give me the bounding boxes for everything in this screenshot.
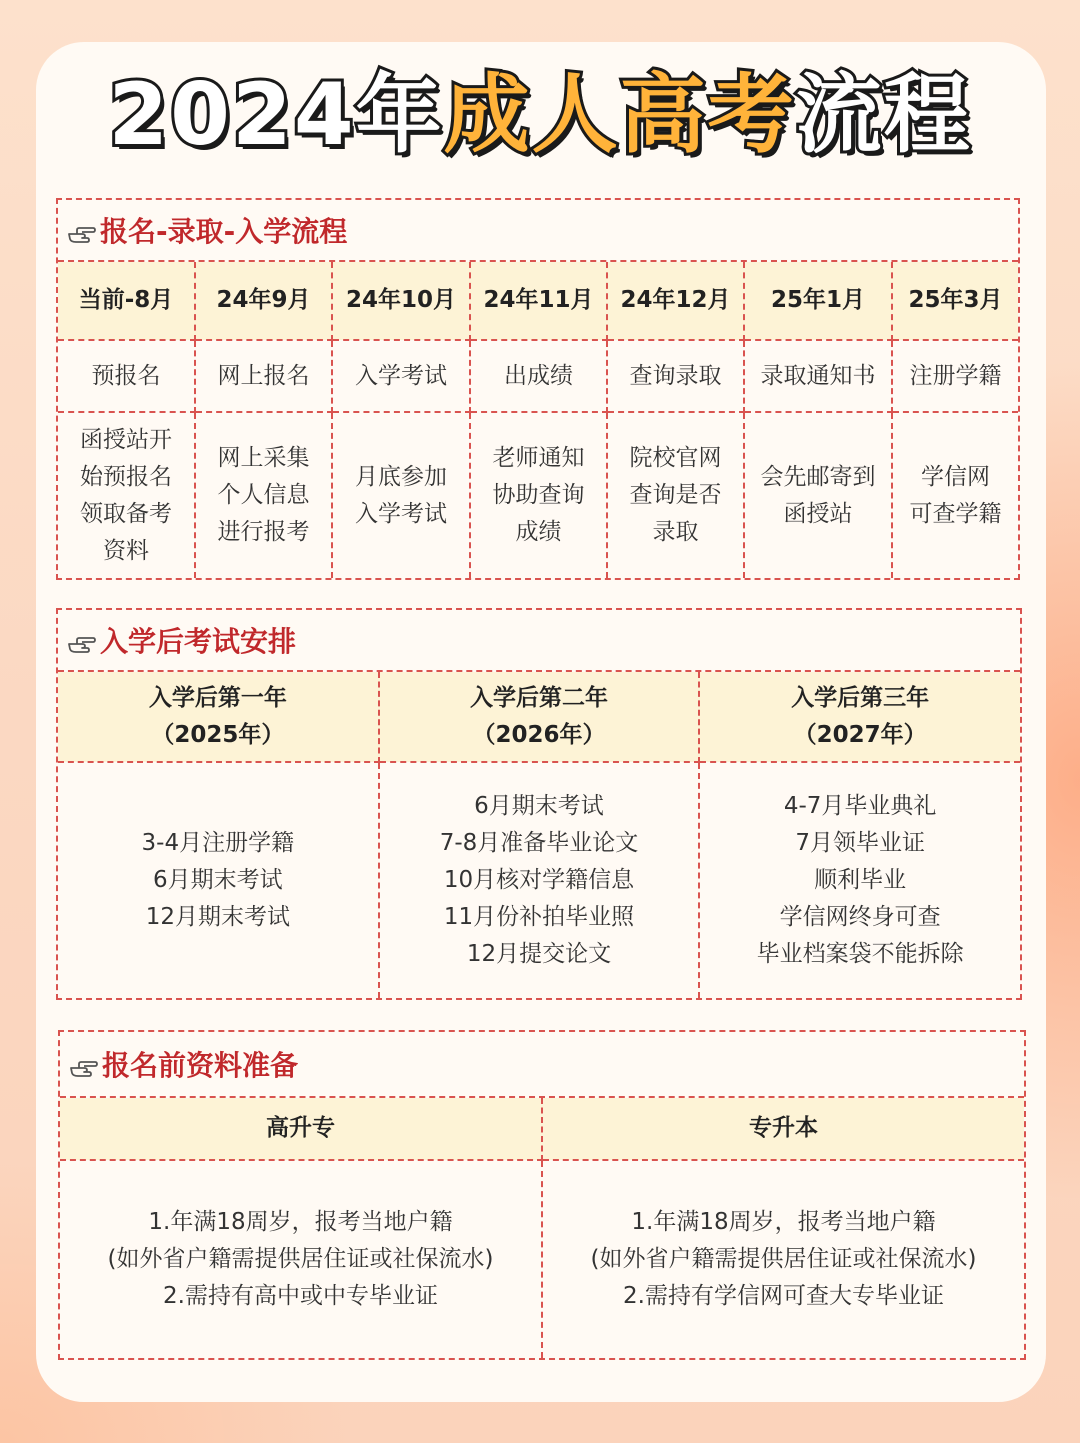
year-header-row [58, 672, 1020, 762]
schedule-item: 11月份补拍毕业照 [443, 904, 635, 930]
process-table [58, 262, 1018, 578]
description-cell [58, 412, 195, 578]
year-label: （2027年） [793, 721, 927, 748]
schedule-row [58, 762, 1020, 998]
materials-cell [542, 1160, 1024, 1358]
schedule-item: 6月期末考试 [153, 867, 283, 893]
schedule-item: 学信网终身可查 [779, 904, 941, 930]
description-line: 老师通知 [492, 445, 585, 471]
description-line: 网上采集 [217, 445, 310, 471]
step-cell: 预报名 [58, 340, 195, 412]
section-title: 报名-录取-入学流程 [100, 215, 348, 248]
section-title: 入学后考试安排 [100, 625, 297, 658]
materials-header-cell: 专升本 [542, 1098, 1024, 1160]
description-line: 资料 [103, 537, 149, 564]
date-cell: 24年9月 [195, 262, 332, 340]
materials-header-row [60, 1098, 1024, 1160]
requirement-item: 2.需持有高中或中专毕业证 [163, 1283, 438, 1309]
description-row [58, 412, 1018, 578]
pointing-hand-icon [66, 221, 96, 243]
materials-cell [60, 1160, 542, 1358]
description-cell [607, 412, 744, 578]
step-cell: 网上报名 [195, 340, 332, 412]
date-cell: 25年1月 [744, 262, 892, 340]
description-cell [332, 412, 470, 578]
date-cell: 25年3月 [892, 262, 1018, 340]
description-line: 可查学籍 [909, 500, 1002, 527]
schedule-item: 12月提交论文 [466, 941, 612, 967]
pointing-hand-icon [66, 631, 96, 653]
schedule-item: 7-8月准备毕业论文 [439, 830, 639, 856]
description-line: 入学考试 [355, 500, 447, 527]
section-exam-schedule [56, 608, 1022, 1000]
date-cell: 当前-8月 [58, 262, 195, 340]
schedule-cell [699, 762, 1020, 998]
description-line: 录取 [652, 519, 699, 545]
step-row [58, 340, 1018, 412]
year-label: （2026年） [472, 721, 606, 748]
title-highlight: 成人高考 [443, 65, 796, 165]
schedule-cell [58, 762, 379, 998]
description-line: 进行报考 [217, 519, 310, 545]
exam-table [58, 672, 1020, 998]
pointing-hand-icon [68, 1055, 98, 1077]
section-materials [58, 1030, 1026, 1360]
requirement-item: (如外省户籍需提供居住证或社保流水) [590, 1246, 977, 1272]
description-cell [892, 412, 1018, 578]
description-line: 协助查询 [492, 482, 585, 508]
section-heading [60, 1032, 1024, 1098]
year-header-cell [699, 672, 1020, 762]
schedule-item: 3-4月注册学籍 [141, 830, 295, 856]
step-cell: 注册学籍 [892, 340, 1018, 412]
requirement-item: (如外省户籍需提供居住证或社保流水) [107, 1246, 494, 1272]
schedule-item: 6月期末考试 [474, 793, 604, 819]
materials-table [60, 1098, 1024, 1358]
description-line: 领取备考 [80, 500, 172, 527]
description-line: 月底参加 [355, 463, 447, 490]
description-line: 函授站开 [80, 426, 172, 453]
description-line: 始预报名 [80, 463, 172, 490]
year-header-cell [379, 672, 700, 762]
title-year: 2024年 [108, 65, 444, 165]
section-enrollment-process [56, 198, 1020, 580]
description-cell [470, 412, 607, 578]
date-cell: 24年11月 [470, 262, 607, 340]
year-title: 入学后第一年 [148, 684, 287, 711]
requirement-item: 1.年满18周岁，报考当地户籍 [631, 1209, 936, 1235]
schedule-item: 10月核对学籍信息 [443, 867, 635, 893]
step-cell: 录取通知书 [744, 340, 892, 412]
description-line: 院校官网 [629, 445, 722, 471]
step-cell: 出成绩 [470, 340, 607, 412]
schedule-item: 7月领毕业证 [795, 830, 925, 856]
schedule-item: 顺利毕业 [814, 867, 907, 893]
schedule-item: 4-7月毕业典礼 [783, 793, 937, 819]
description-cell [195, 412, 332, 578]
date-cell: 24年10月 [332, 262, 470, 340]
description-line: 个人信息 [217, 482, 310, 508]
schedule-item: 12月期末考试 [145, 904, 290, 930]
section-heading [58, 200, 1018, 262]
step-cell: 查询录取 [607, 340, 744, 412]
description-line: 学信网 [921, 463, 990, 490]
year-header-cell [58, 672, 379, 762]
requirement-item: 1.年满18周岁，报考当地户籍 [148, 1209, 453, 1235]
year-title: 入学后第二年 [469, 684, 608, 711]
description-line: 函授站 [783, 500, 853, 527]
year-title: 入学后第三年 [791, 684, 930, 711]
description-cell [744, 412, 892, 578]
section-title: 报名前资料准备 [102, 1049, 299, 1082]
step-cell: 入学考试 [332, 340, 470, 412]
description-line: 查询是否 [629, 482, 722, 508]
page-title [0, 60, 1080, 170]
materials-row [60, 1160, 1024, 1358]
description-line: 成绩 [515, 519, 562, 545]
year-label: （2025年） [151, 721, 285, 748]
section-heading [58, 610, 1020, 672]
description-line: 会先邮寄到 [760, 463, 876, 490]
date-row [58, 262, 1018, 340]
materials-header-cell: 高升专 [60, 1098, 542, 1160]
requirement-item: 2.需持有学信网可查大专毕业证 [623, 1283, 944, 1309]
schedule-cell [379, 762, 700, 998]
schedule-item: 毕业档案袋不能拆除 [756, 941, 964, 967]
title-suffix: 流程 [795, 65, 972, 165]
date-cell: 24年12月 [607, 262, 744, 340]
